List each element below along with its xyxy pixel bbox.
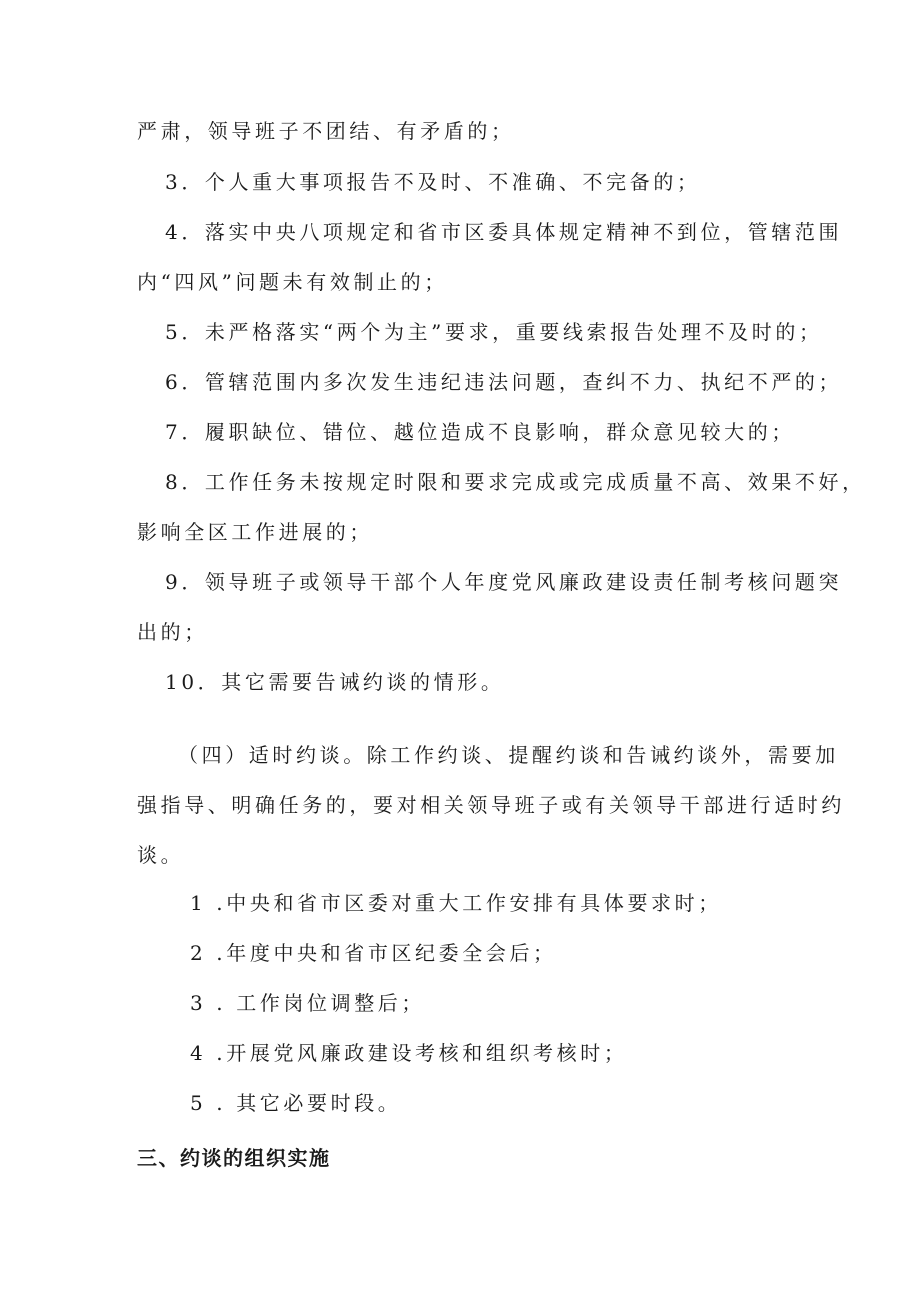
list-item: 7．履职缺位、错位、越位造成不良影响，群众意见较大的； — [165, 420, 795, 444]
paragraph-line: 谈。 — [137, 843, 185, 867]
list-item: 4．落实中央八项规定和省市区委具体规定精神不到位，管辖范围 — [165, 220, 843, 244]
paragraph-line: 出的； — [137, 620, 208, 644]
paragraph-line: 严肃，领导班子不团结、有矛盾的； — [137, 119, 515, 143]
list-item: 3．个人重大事项报告不及时、不准确、不完备的； — [165, 170, 701, 194]
list-item: 9．领导班子或领导干部个人年度党风廉政建设责任制考核问题突 — [165, 570, 843, 594]
list-item: 6．管辖范围内多次发生违纪违法问题，查纠不力、执纪不严的； — [165, 370, 843, 394]
list-item: 10．其它需要告诫约谈的情形。 — [165, 670, 505, 694]
list-item: 1 .中央和省市区委对重大工作安排有具体要求时； — [190, 891, 722, 915]
paragraph-line: 影响全区工作进展的； — [137, 520, 373, 544]
list-item: 8．工作任务未按规定时限和要求完成或完成质量不高、效果不好， — [165, 470, 866, 494]
list-item: 5．未严格落实“两个为主”要求，重要线索报告处理不及时的； — [165, 320, 823, 344]
section-heading: 三、约谈的组织实施 — [137, 1146, 331, 1170]
list-item: 5 . 其它必要时段。 — [190, 1091, 402, 1115]
paragraph-line: 强指导、明确任务的，要对相关领导班子或有关领导干部进行适时约 — [137, 793, 845, 817]
paragraph-line: 内“四风”问题未有效制止的； — [137, 270, 448, 294]
paragraph-line: （四）适时约谈。除工作约谈、提醒约谈和告诫约谈外，需要加 — [178, 743, 839, 767]
list-item: 4 .开展党风廉政建设考核和组织考核时； — [190, 1041, 628, 1065]
list-item: 3 . 工作岗位调整后； — [190, 991, 425, 1015]
list-item: 2 .年度中央和省市区纪委全会后； — [190, 941, 557, 965]
